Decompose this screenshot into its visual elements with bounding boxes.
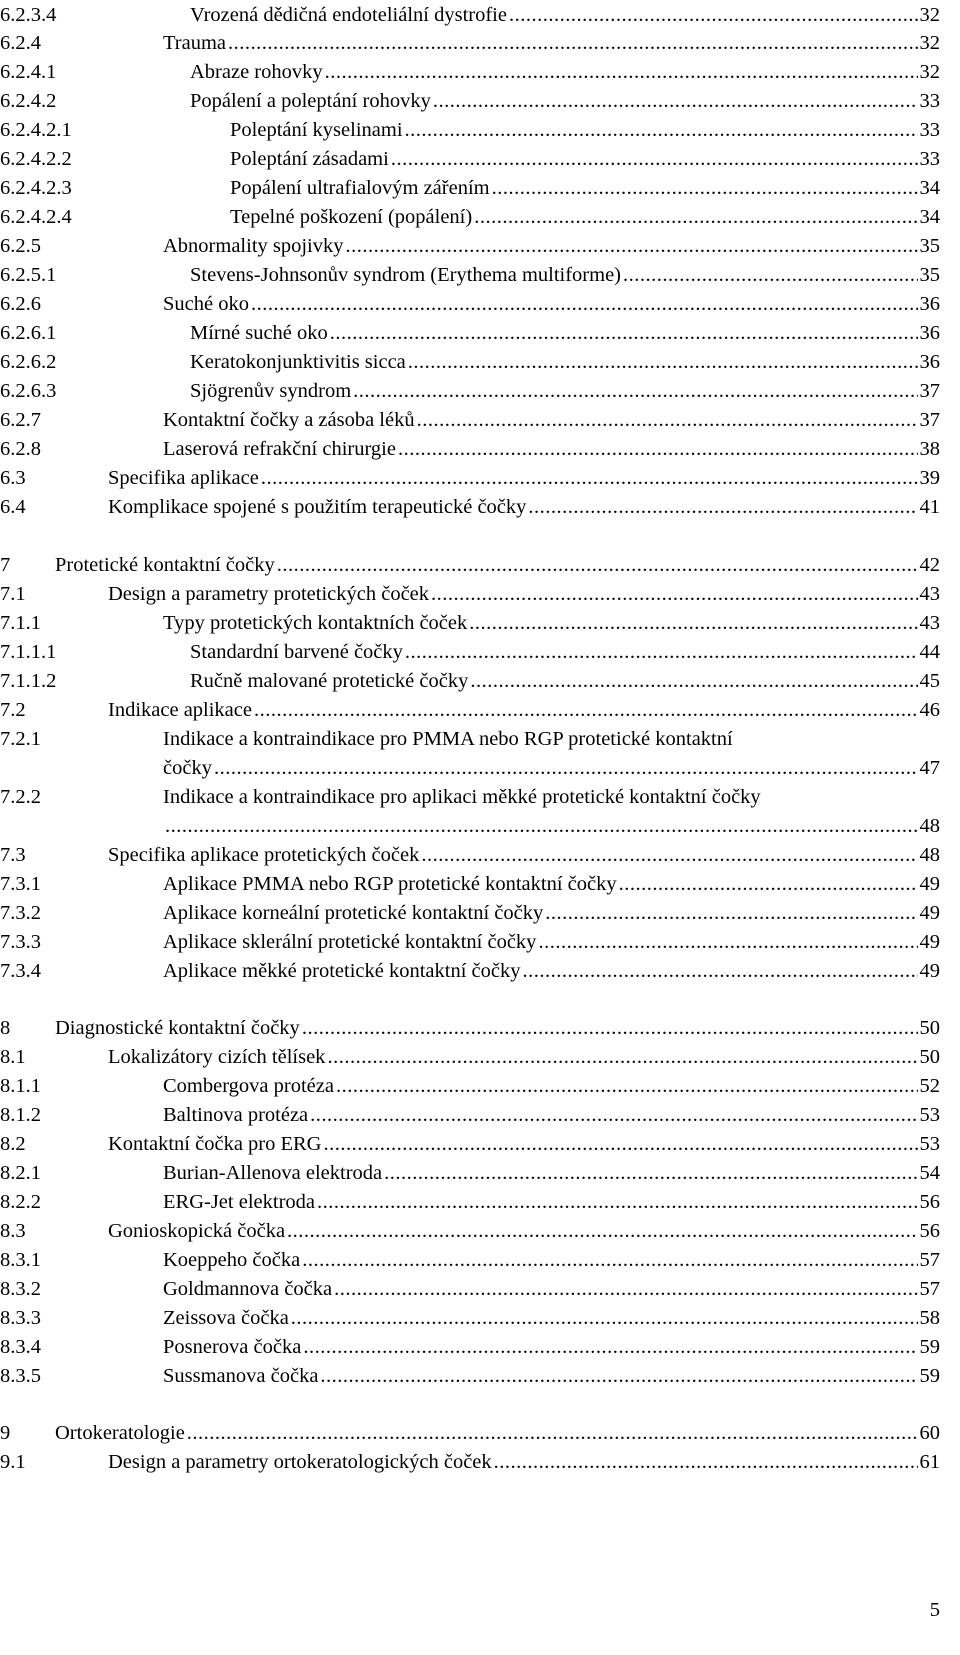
toc-entry-number: 7.1.1.1 <box>0 641 57 663</box>
dot-leader <box>470 666 917 696</box>
toc-entry-number: 7.2.1 <box>0 728 41 750</box>
dot-leader <box>330 318 918 348</box>
toc-entry-title: Zeissova čočka <box>163 1307 289 1329</box>
toc-entry-title: Posnerova čočka <box>163 1336 302 1358</box>
toc-entry-page: 36 <box>919 293 940 315</box>
toc-entry-continuation <box>0 753 960 783</box>
toc-entry[interactable] <box>0 1274 960 1304</box>
toc-entry-number: 8.3 <box>0 1220 26 1242</box>
dot-leader <box>494 1447 918 1477</box>
dot-leader <box>254 695 918 725</box>
toc-entry-title: Trauma <box>163 32 227 54</box>
toc-entry-number: 9.1 <box>0 1451 26 1473</box>
toc-entry-page: 37 <box>919 380 940 402</box>
toc-entry-title: Protetické kontaktní čočky <box>55 554 275 576</box>
toc-entry-page: 34 <box>919 206 940 228</box>
toc-entry-title: Lokalizátory cizích tělísek <box>108 1046 326 1068</box>
toc-entry-number: 6.3 <box>0 467 26 489</box>
toc-entry-number: 7.2.2 <box>0 786 41 808</box>
toc-entry-title: Ortokeratologie <box>55 1422 185 1444</box>
toc-entry-page: 32 <box>919 61 940 83</box>
toc-entry[interactable] <box>0 1100 960 1130</box>
toc-entry-title: Laserová refrakční chirurgie <box>163 438 396 460</box>
dot-leader <box>509 0 918 30</box>
toc-entry-title: Diagnostické kontaktní čočky <box>55 1017 300 1039</box>
toc-entry-page: 36 <box>919 322 940 344</box>
toc-entry[interactable] <box>0 637 960 667</box>
toc-entry[interactable] <box>0 1361 960 1391</box>
toc-entry-number: 8.3.5 <box>0 1365 41 1387</box>
toc-entry-number: 7.1.1 <box>0 612 41 634</box>
toc-entry-title: Poleptání zásadami <box>230 148 389 170</box>
dot-leader <box>405 115 918 145</box>
dot-leader <box>398 434 918 464</box>
toc-entry-page: 43 <box>919 612 940 634</box>
toc-entry-number: 7.3.1 <box>0 873 41 895</box>
toc-entry-title: Koeppeho čočka <box>163 1249 301 1271</box>
toc-entry-page: 48 <box>919 844 940 866</box>
toc-entry[interactable] <box>0 115 960 145</box>
toc-entry-number: 6.2.4.2.4 <box>0 206 72 228</box>
toc-entry[interactable] <box>0 840 960 870</box>
toc-entry-number: 7.2 <box>0 699 26 721</box>
toc-entry-page: 33 <box>919 148 940 170</box>
toc-entry[interactable] <box>0 376 960 406</box>
toc-entry[interactable] <box>0 1216 960 1246</box>
toc-entry[interactable] <box>0 579 960 609</box>
toc-entry-title: Standardní barvené čočky <box>190 641 403 663</box>
toc-entry-title: Stevens-Johnsonův syndrom (Erythema multiforme) <box>190 264 622 286</box>
toc-entry-title: Typy protetických kontaktních čoček <box>163 612 468 634</box>
toc-entry[interactable] <box>0 1332 960 1362</box>
toc-entry[interactable] <box>0 231 960 261</box>
toc-entry-number: 6.2.8 <box>0 438 41 460</box>
toc-entry-title: Specifika aplikace protetických čoček <box>108 844 420 866</box>
toc-entry-page: 61 <box>919 1451 940 1473</box>
toc-entry-title: Vrozená dědičná endoteliální dystrofie <box>190 4 507 26</box>
toc-entry[interactable] <box>0 1303 960 1333</box>
toc-entry-number: 6.2.7 <box>0 409 41 431</box>
toc-entry-page: 53 <box>919 1133 940 1155</box>
toc-entry-title: Indikace aplikace <box>108 699 252 721</box>
dot-leader <box>433 86 918 116</box>
toc-entry-page: 32 <box>919 32 940 54</box>
toc-entry[interactable] <box>0 1129 960 1159</box>
toc-entry[interactable] <box>0 869 960 899</box>
toc-entry-title: Ručně malované protetické čočky <box>190 670 469 692</box>
toc-entry-page: 56 <box>919 1191 940 1213</box>
toc-entry[interactable] <box>0 1071 960 1101</box>
toc-entry-title: Aplikace měkké protetické kontaktní čočky <box>163 960 521 982</box>
toc-entry-page: 54 <box>919 1162 940 1184</box>
toc-entry-page: 59 <box>919 1336 940 1358</box>
toc-entry-page: 34 <box>919 177 940 199</box>
toc-entry[interactable] <box>0 463 960 493</box>
toc-chapter-entry[interactable] <box>0 550 960 580</box>
dot-leader <box>405 637 918 667</box>
dot-leader <box>310 1100 917 1130</box>
dot-leader <box>384 1158 917 1188</box>
toc-entry[interactable] <box>0 956 960 986</box>
toc-entry-number: 7.3.4 <box>0 960 41 982</box>
dot-leader <box>346 231 918 261</box>
toc-entry-number: 7 <box>0 554 11 576</box>
toc-entry-title: Abnormality spojivky <box>163 235 344 257</box>
toc-entry[interactable] <box>0 28 960 58</box>
dot-leader <box>291 1303 918 1333</box>
dot-leader <box>302 1013 918 1043</box>
toc-entry-title: Kontaktní čočky a zásoba léků <box>163 409 415 431</box>
toc-entry-page: 58 <box>919 1307 940 1329</box>
toc-entry[interactable] <box>0 260 960 290</box>
toc-entry-title: Gonioskopická čočka <box>108 1220 286 1242</box>
toc-entry-number: 6.2.6.1 <box>0 322 57 344</box>
toc-entry-title: Burian-Allenova elektroda <box>163 1162 383 1184</box>
toc-entry-number: 8.1.1 <box>0 1075 41 1097</box>
toc-entry-number: 6.2.5.1 <box>0 264 57 286</box>
toc-entry-number: 6.2.6.3 <box>0 380 57 402</box>
toc-entry[interactable] <box>0 927 960 957</box>
toc-entry-title-line1: Indikace a kontraindikace pro PMMA nebo RGP protetické kontaktní <box>163 728 733 750</box>
toc-entry[interactable] <box>0 1245 960 1275</box>
toc-entry-title: Kontaktní čočka pro ERG <box>108 1133 322 1155</box>
toc-entry-number: 8.2.1 <box>0 1162 41 1184</box>
toc-entry-title: Mírné suché oko <box>190 322 328 344</box>
toc-entry[interactable] <box>0 0 960 30</box>
toc-entry-title: Design a parametry protetických čoček <box>108 583 430 605</box>
toc-entry-title: čočky <box>163 757 212 779</box>
toc-entry-page: 45 <box>919 670 940 692</box>
toc-entry-title: Combergova protéza <box>163 1075 334 1097</box>
toc-entry-number: 6.2.5 <box>0 235 41 257</box>
toc-entry-number: 6.2.3.4 <box>0 4 57 26</box>
toc-entry-page: 52 <box>919 1075 940 1097</box>
toc-entry[interactable] <box>0 898 960 928</box>
toc-entry-number: 7.3.2 <box>0 902 41 924</box>
toc-entry-page: 32 <box>919 4 940 26</box>
dot-leader <box>545 898 917 928</box>
toc-entry-page: 49 <box>919 902 940 924</box>
dot-leader <box>391 144 918 174</box>
dot-leader <box>324 1129 918 1159</box>
toc-entry-number: 6.2.4 <box>0 32 41 54</box>
toc-entry-page: 56 <box>919 1220 940 1242</box>
toc-entry-page: 50 <box>919 1046 940 1068</box>
toc-entry-title: Baltinova protéza <box>163 1104 309 1126</box>
toc-entry[interactable] <box>0 318 960 348</box>
toc-entry[interactable] <box>0 608 960 638</box>
dot-leader <box>431 579 917 609</box>
toc-entry-number: 8.2 <box>0 1133 26 1155</box>
toc-entry[interactable] <box>0 1187 960 1217</box>
dot-leader <box>421 840 917 870</box>
toc-entry-title: Komplikace spojené s použitím terapeutické čočky <box>108 496 527 518</box>
toc-entry-number: 6.2.4.2.1 <box>0 119 72 141</box>
dot-leader <box>287 1216 917 1246</box>
toc-entry-number: 8.1 <box>0 1046 26 1068</box>
toc-entry-page: 38 <box>919 438 940 460</box>
dot-leader <box>277 550 918 580</box>
toc-entry[interactable] <box>0 347 960 377</box>
toc-entry[interactable] <box>0 1158 960 1188</box>
dot-leader <box>317 1187 918 1217</box>
toc-entry-title: Aplikace korneální protetické kontaktní čočky <box>163 902 544 924</box>
toc-entry-title: Goldmannova čočka <box>163 1278 333 1300</box>
toc-entry-page: 33 <box>919 90 940 112</box>
toc-entry-number: 6.2.4.2.3 <box>0 177 72 199</box>
toc-entry-page: 37 <box>919 409 940 431</box>
toc-entry-number: 7.3 <box>0 844 26 866</box>
toc-entry-page: 41 <box>919 496 940 518</box>
dot-leader <box>469 608 917 638</box>
toc-chapter-entry[interactable] <box>0 1418 960 1448</box>
toc-entry-title: Aplikace sklerální protetické kontaktní čočky <box>163 931 537 953</box>
dot-leader <box>417 405 918 435</box>
dot-leader <box>353 376 917 406</box>
toc-entry-number: 8.3.1 <box>0 1249 41 1271</box>
toc-entry-page: 50 <box>919 1017 940 1039</box>
toc-entry[interactable] <box>0 695 960 725</box>
toc-entry-number: 9 <box>0 1422 11 1444</box>
toc-entry-title: Sussmanova čočka <box>163 1365 319 1387</box>
dot-leader <box>261 463 918 493</box>
toc-entry-number: 7.1 <box>0 583 26 605</box>
toc-entry-title: Popálení ultrafialovým zářením <box>230 177 490 199</box>
toc-entry-page: 57 <box>919 1278 940 1300</box>
dot-leader <box>492 173 918 203</box>
toc-entry-page: 49 <box>919 960 940 982</box>
toc-entry-number: 8 <box>0 1017 11 1039</box>
toc-entry-page: 36 <box>919 351 940 373</box>
dot-leader <box>474 202 917 232</box>
toc-entry-title-line1: Indikace a kontraindikace pro aplikaci měkké protetické kontaktní čočky <box>163 786 761 808</box>
dot-leader <box>522 956 917 986</box>
toc-entry-number: 7.1.1.2 <box>0 670 57 692</box>
dot-leader <box>214 753 918 783</box>
toc-entry[interactable] <box>0 289 960 319</box>
toc-entry-number: 6.2.4.2.2 <box>0 148 72 170</box>
toc-entry[interactable] <box>0 666 960 696</box>
toc-entry[interactable] <box>0 492 960 522</box>
toc-entry-title: Keratokonjunktivitis sicca <box>190 351 406 373</box>
toc-entry-page: 35 <box>919 235 940 257</box>
toc-entry-page: 46 <box>919 699 940 721</box>
dot-leader <box>165 811 918 841</box>
dot-leader <box>187 1418 918 1448</box>
toc-entry-title: Poleptání kyselinami <box>230 119 403 141</box>
toc-entry-title: Suché oko <box>163 293 249 315</box>
toc-entry-title: Abraze rohovky <box>190 61 323 83</box>
toc-entry-number: 6.2.4.1 <box>0 61 57 83</box>
dot-leader <box>327 1042 917 1072</box>
toc-entry-title: Popálení a poleptání rohovky <box>190 90 431 112</box>
toc-entry-number: 8.1.2 <box>0 1104 41 1126</box>
toc-entry-multiline[interactable] <box>0 782 960 812</box>
toc-entry-page: 53 <box>919 1104 940 1126</box>
toc-entry-page: 44 <box>919 641 940 663</box>
toc-entry-title: Tepelné poškození (popálení) <box>230 206 473 228</box>
dot-leader <box>303 1332 917 1362</box>
dot-leader <box>251 289 918 319</box>
dot-leader <box>619 869 918 899</box>
toc-entry-title: ERG-Jet elektroda <box>163 1191 315 1213</box>
toc-entry-number: 6.2.6.2 <box>0 351 57 373</box>
toc-entry-number: 6.2.6 <box>0 293 41 315</box>
toc-entry-number: 8.3.4 <box>0 1336 41 1358</box>
toc-entry-page: 49 <box>919 873 940 895</box>
toc-entry-number: 8.2.2 <box>0 1191 41 1213</box>
dot-leader <box>623 260 917 290</box>
toc-entry-title: Aplikace PMMA nebo RGP protetické kontaktní čočky <box>163 873 617 895</box>
toc-entry-page: 39 <box>919 467 940 489</box>
toc-chapter-entry[interactable] <box>0 1013 960 1043</box>
toc-entry-page: 42 <box>919 554 940 576</box>
dot-leader <box>334 1274 917 1304</box>
toc-entry-number: 8.3.2 <box>0 1278 41 1300</box>
toc-entry[interactable] <box>0 57 960 87</box>
dot-leader <box>538 927 917 957</box>
toc-entry-number: 6.2.4.2 <box>0 90 57 112</box>
toc-entry-number: 6.4 <box>0 496 26 518</box>
toc-entry-page: 33 <box>919 119 940 141</box>
toc-entry-page: 57 <box>919 1249 940 1271</box>
toc-entry-number: 8.3.3 <box>0 1307 41 1329</box>
dot-leader <box>408 347 918 377</box>
dot-leader <box>325 57 918 87</box>
toc-entry[interactable] <box>0 1042 960 1072</box>
toc-entry[interactable] <box>0 144 960 174</box>
dot-leader <box>228 28 917 58</box>
toc-entry[interactable] <box>0 202 960 232</box>
toc-entry-page: 48 <box>919 815 940 837</box>
toc-entry-title: Design a parametry ortokeratologických čoček <box>108 1451 492 1473</box>
toc-entry-page: 60 <box>919 1422 940 1444</box>
toc-entry-page: 47 <box>919 757 940 779</box>
toc-entry[interactable] <box>0 434 960 464</box>
dot-leader <box>336 1071 918 1101</box>
toc-entry-number: 7.3.3 <box>0 931 41 953</box>
toc-entry-page: 35 <box>919 264 940 286</box>
toc-entry[interactable] <box>0 405 960 435</box>
dot-leader <box>528 492 917 522</box>
toc-entry-page: 49 <box>919 931 940 953</box>
toc-entry-title: Specifika aplikace <box>108 467 259 489</box>
toc-entry-title: Sjögrenův syndrom <box>190 380 352 402</box>
toc-entry-multiline[interactable] <box>0 724 960 754</box>
toc-entry[interactable] <box>0 86 960 116</box>
toc-entry[interactable] <box>0 173 960 203</box>
toc-entry[interactable] <box>0 1447 960 1477</box>
page-number: 5 <box>929 1599 940 1621</box>
toc-entry-page: 43 <box>919 583 940 605</box>
dot-leader <box>302 1245 917 1275</box>
toc-entry-page: 59 <box>919 1365 940 1387</box>
dot-leader <box>320 1361 917 1391</box>
toc-entry-continuation <box>0 811 960 841</box>
